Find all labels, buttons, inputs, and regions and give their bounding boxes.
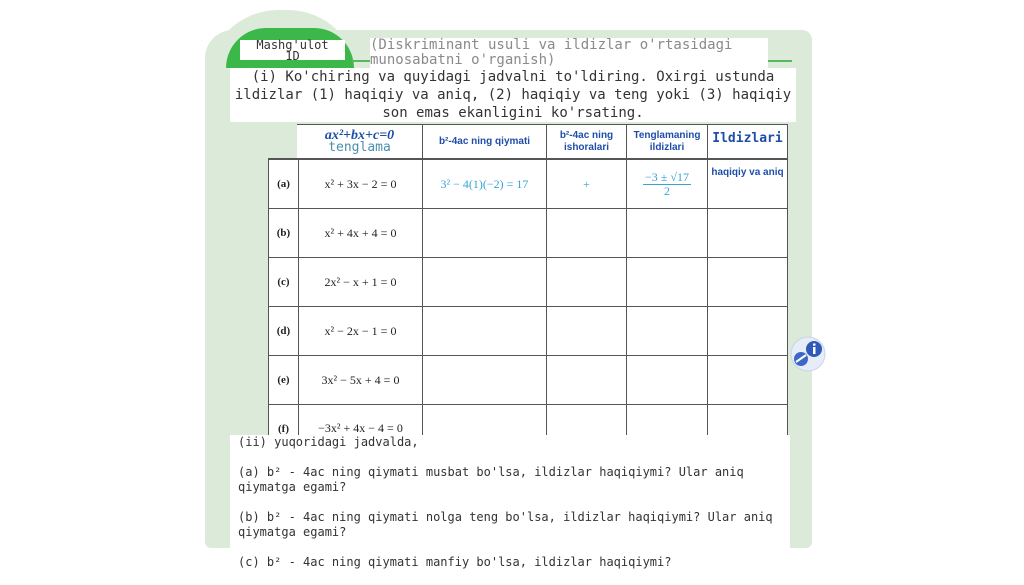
- row-nature: [707, 306, 788, 356]
- row-roots: [626, 355, 708, 405]
- row-disc-sign: [546, 257, 627, 307]
- part-two-lead: (ii) yuqoridagi jadvalda,: [238, 435, 419, 449]
- row-disc-value: [422, 355, 547, 405]
- row-roots: [626, 159, 708, 209]
- row-disc-sign: +: [546, 159, 627, 209]
- exercise-title: (Diskriminant usuli va ildizlar o'rtasidagi munosabatni o'rganish): [370, 38, 768, 68]
- header-equation-word: tenglama: [328, 139, 391, 155]
- row-disc-sign: [546, 208, 627, 258]
- row-disc-value: 3² − 4(1)(−2) = 17: [422, 159, 547, 209]
- row-nature: [707, 355, 788, 405]
- row-disc-value: [422, 306, 547, 356]
- roots-denominator: 2: [663, 183, 670, 198]
- row-label: (d): [268, 306, 299, 356]
- row-equation: x² + 4x + 4 = 0: [298, 208, 423, 258]
- row-roots: [626, 257, 708, 307]
- row-label: (b): [268, 208, 299, 258]
- header-nature: Ildizlari: [707, 124, 788, 159]
- row-nature: [707, 257, 788, 307]
- header-disc-value: b²-4ac ning qiymati: [422, 124, 547, 159]
- row-nature: [707, 208, 788, 258]
- row-label: (c): [268, 257, 299, 307]
- row-equation: 2x² − x + 1 = 0: [298, 257, 423, 307]
- row-equation: −3x² + 4x − 4 = 0: [298, 404, 423, 453]
- row-equation: 3x² − 5x + 4 = 0: [298, 355, 423, 405]
- question-a: (a) b² - 4ac ning qiymati musbat bo'lsa, ildizlar haqiqiymi? Ular aniq qiymatga egami?: [238, 465, 744, 494]
- row-disc-value: [422, 208, 547, 258]
- roots-numerator: −3 ± √17: [645, 169, 689, 184]
- row-nature: haqiqiy va aniq: [707, 159, 788, 209]
- roots-fraction: [643, 171, 691, 198]
- row-label: (a): [268, 159, 299, 209]
- row-equation: x² − 2x − 1 = 0: [298, 306, 423, 356]
- header-equation-formula: ax²+bx+c=0: [324, 127, 395, 143]
- instructions-text: (i) Ko'chiring va quyidagi jadvalni to'ldiring. Oxirgi ustunda ildizlar (1) haqiqiy va aniq, (2) haqiqiy va teng yoki (3) haqiqiy son emas ekanligini ko'rsating.: [230, 68, 796, 122]
- part-two: [230, 435, 790, 585]
- header-equation: [297, 124, 423, 159]
- question-b: (b) b² - 4ac ning qiymati nolga teng bo'lsa, ildizlar haqiqiymi? Ular aniq qiymatga egami?: [238, 510, 773, 539]
- row-label: (e): [268, 355, 299, 405]
- row-disc-sign: [546, 306, 627, 356]
- info-badge-icon[interactable]: [788, 335, 828, 373]
- exercise-tab-label: Mashg'ulot 1D: [240, 40, 345, 60]
- header-roots: Tenglamaning ildizlari: [626, 124, 708, 159]
- row-disc-value: [422, 257, 547, 307]
- header-disc-sign: b²-4ac ning ishoralari: [546, 124, 627, 159]
- row-disc-sign: [546, 355, 627, 405]
- question-c: (c) b² - 4ac ning qiymati manfiy bo'lsa, ildizlar haqiqiymi?: [238, 555, 672, 569]
- row-label: (f): [268, 404, 299, 453]
- row-equation: x² + 3x − 2 = 0: [298, 159, 423, 209]
- row-roots: [626, 208, 708, 258]
- row-roots: [626, 306, 708, 356]
